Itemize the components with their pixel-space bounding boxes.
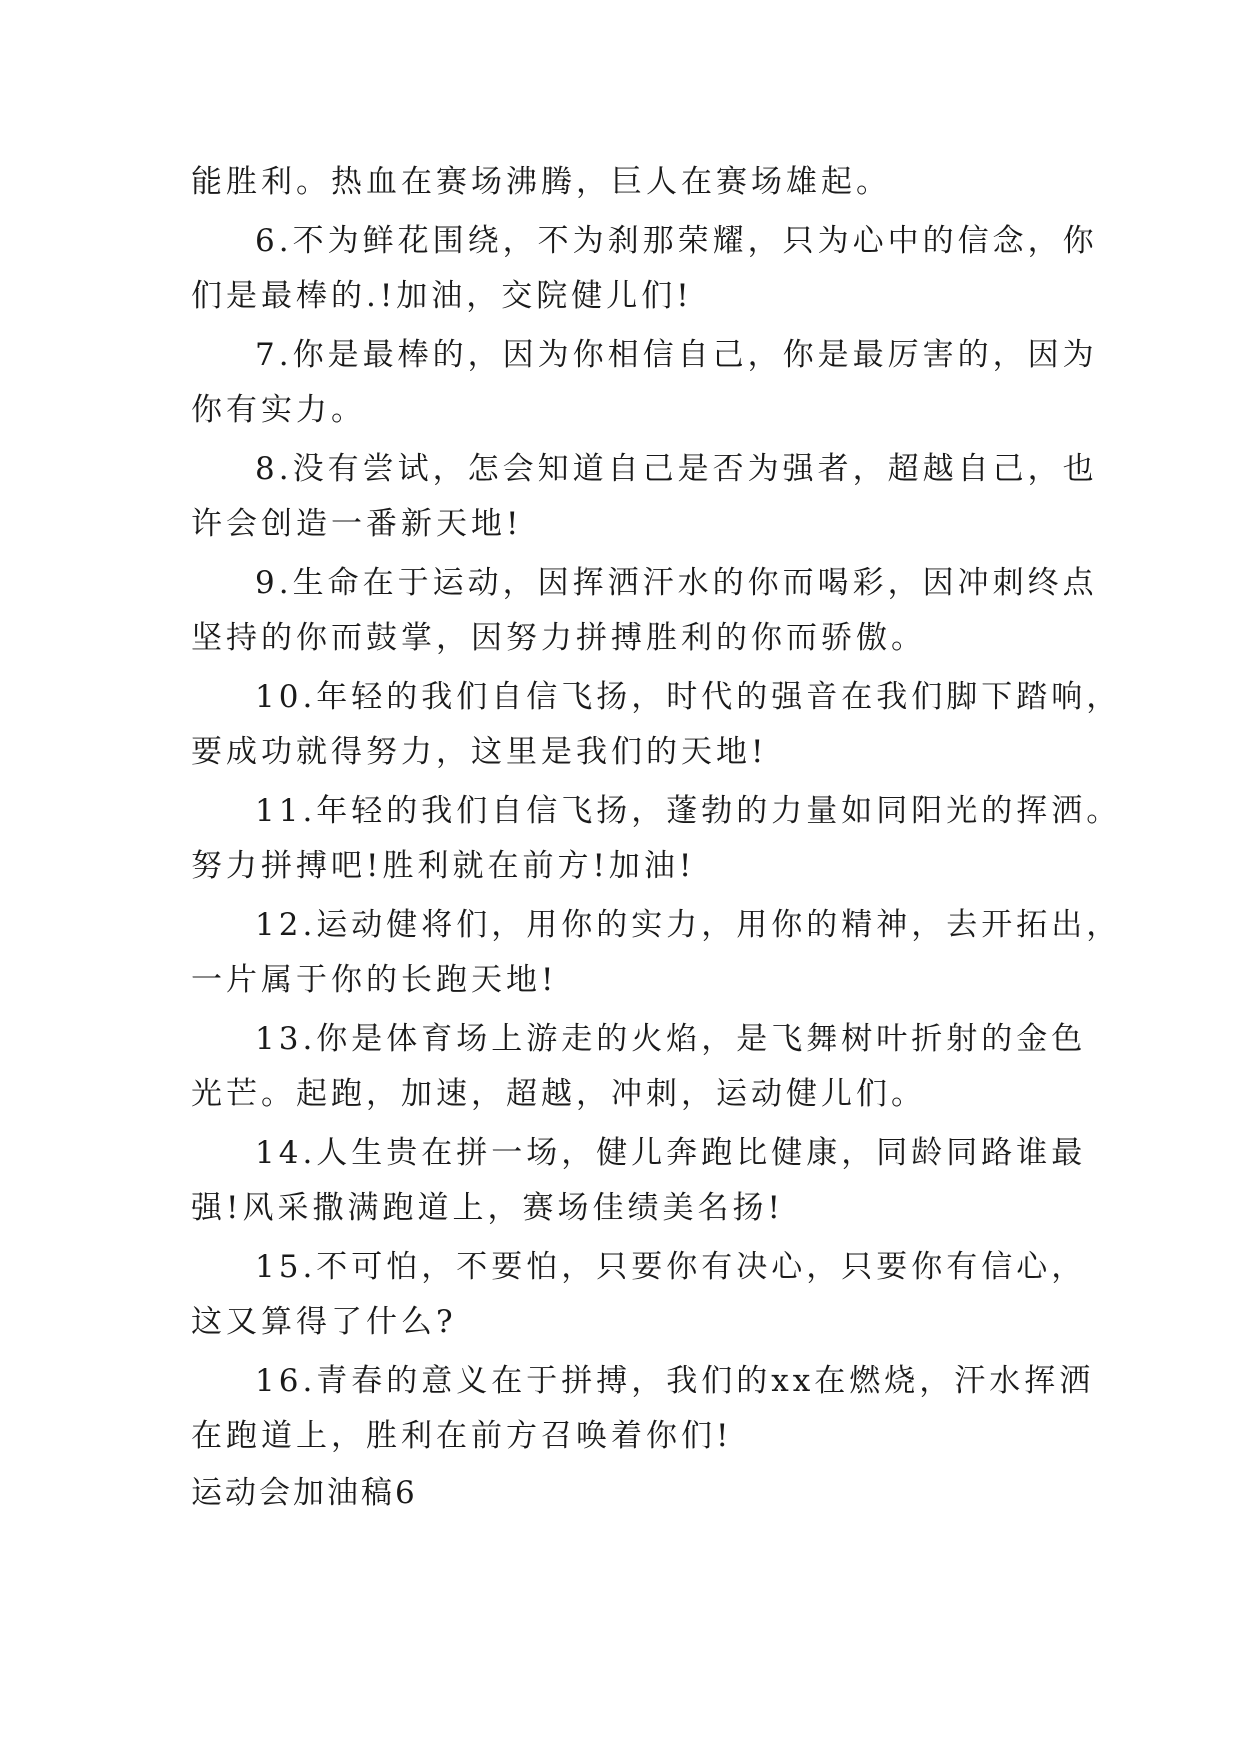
section-heading: 运动会加油稿6 bbox=[191, 1475, 418, 1511]
paragraph-line: 15.不可怕，不要怕，只要你有决心，只要你有信心， bbox=[255, 1249, 1087, 1285]
paragraph-line: 这又算得了什么? bbox=[191, 1304, 457, 1340]
paragraph-line: 16.青春的意义在于拼搏，我们的xx在燃烧，汗水挥洒 bbox=[255, 1363, 1095, 1399]
paragraph-line: 14.人生贵在拼一场，健儿奔跑比健康，同龄同路谁最 bbox=[255, 1135, 1087, 1171]
paragraph-line: 要成功就得努力，这里是我们的天地! bbox=[191, 734, 768, 770]
paragraph-line: 努力拼搏吧!胜利就在前方!加油! bbox=[191, 848, 696, 884]
paragraph-line: 13.你是体育场上游走的火焰，是飞舞树叶折射的金色 bbox=[255, 1021, 1087, 1057]
paragraph-line: 9.生命在于运动，因挥洒汗水的你而喝彩，因冲刺终点 bbox=[255, 565, 1098, 601]
paragraph-line: 你有实力。 bbox=[191, 392, 366, 428]
paragraph-line: 们是最棒的.!加油，交院健儿们! bbox=[191, 278, 693, 314]
paragraph-line: 许会创造一番新天地! bbox=[191, 506, 523, 542]
paragraph-line: 6.不为鲜花围绕，不为刹那荣耀，只为心中的信念，你 bbox=[255, 223, 1098, 259]
paragraph-line: 在跑道上，胜利在前方召唤着你们! bbox=[191, 1418, 733, 1454]
paragraph-line: 一片属于你的长跑天地! bbox=[191, 962, 558, 998]
paragraph-line: 12.运动健将们，用你的实力，用你的精神，去开拓出， bbox=[255, 907, 1122, 943]
paragraph-line: 11.年轻的我们自信飞扬，蓬勃的力量如同阳光的挥洒。 bbox=[255, 793, 1122, 829]
paragraph-line: 能胜利。热血在赛场沸腾，巨人在赛场雄起。 bbox=[191, 164, 891, 200]
paragraph-line: 光芒。起跑，加速，超越，冲刺，运动健儿们。 bbox=[191, 1076, 926, 1112]
paragraph-line: 强!风采撒满跑道上，赛场佳绩美名扬! bbox=[191, 1190, 784, 1226]
paragraph-line: 8.没有尝试，怎会知道自己是否为强者，超越自己，也 bbox=[255, 451, 1098, 487]
paragraph-line: 坚持的你而鼓掌，因努力拼搏胜利的你而骄傲。 bbox=[191, 620, 926, 656]
paragraph-line: 7.你是最棒的，因为你相信自己，你是最厉害的，因为 bbox=[255, 337, 1098, 373]
paragraph-line: 10.年轻的我们自信飞扬，时代的强音在我们脚下踏响， bbox=[255, 679, 1122, 715]
